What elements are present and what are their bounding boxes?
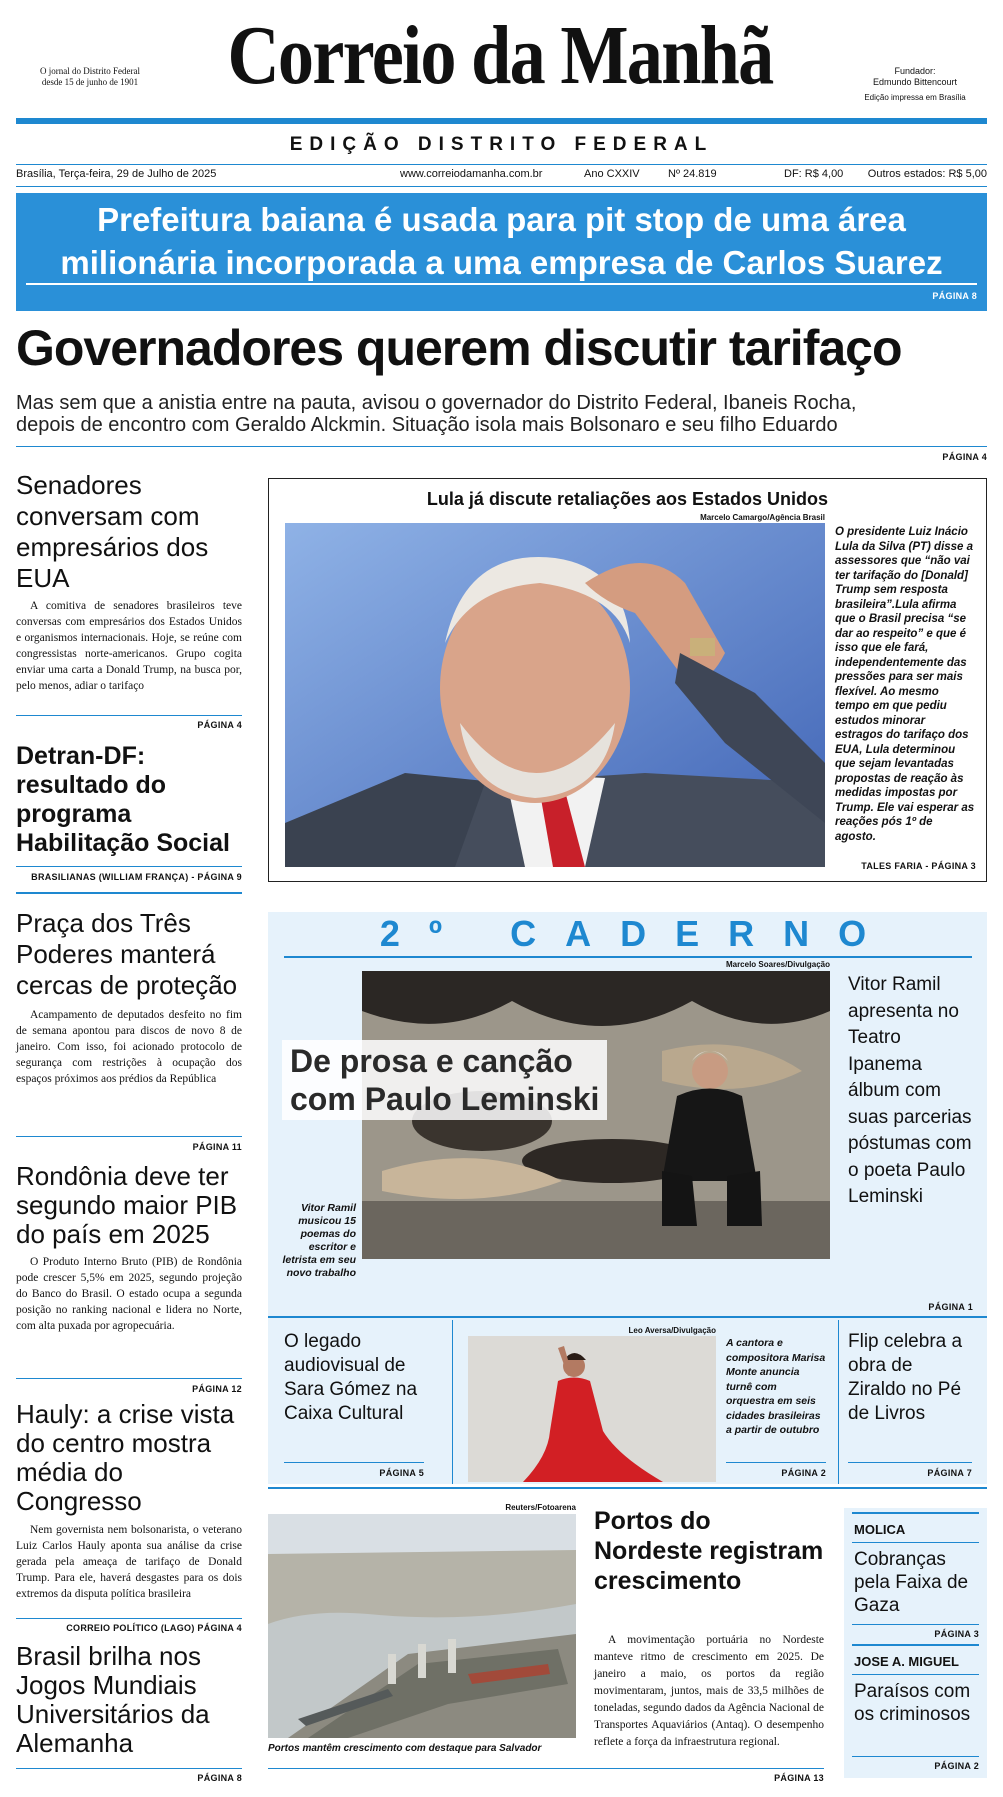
lead-subhead — [16, 392, 987, 436]
left-story-4[interactable] — [16, 1162, 242, 1334]
lula-feature-box[interactable] — [268, 478, 987, 882]
photo-credit: Reuters/Fotoarena — [505, 1503, 576, 1512]
story-body: Acampamento de deputados desfeito no fim de semana apontou para discos de novo 8 de janeiro. Com isso, foi acionado protocolo de segurança com restrições à ocupação dos espaços próximos aos prédios da República — [16, 1009, 242, 1085]
divider — [852, 1512, 979, 1514]
masthead-right-note-line: Fundador: — [894, 66, 936, 76]
divider — [16, 186, 987, 187]
portos-headline[interactable]: Portos do Nordeste registram crescimento — [594, 1507, 824, 1595]
story-page-ref: PÁGINA 4 — [197, 720, 242, 730]
divider — [268, 1316, 987, 1318]
dateline-date: Brasília, Terça-feira, 29 de Julho de 2025 — [16, 168, 217, 180]
caderno-sub-page-ref: PÁGINA 7 — [927, 1468, 972, 1478]
column-page-ref: PÁGINA 2 — [934, 1761, 979, 1771]
divider — [848, 1462, 972, 1463]
caderno-sub-story[interactable]: Flip celebra a obra de Ziraldo no Pé de Livros — [848, 1331, 963, 1424]
story-headline: Hauly: a crise vista do centro mostra média do Congresso — [16, 1399, 235, 1516]
caderno-photo-caption: Vitor Ramil musicou 15 poemas do escritor e letrista em seu novo trabalho — [282, 1202, 356, 1279]
masthead-left-note-line: O jornal do Distrito Federal — [40, 66, 140, 76]
column-page-ref: PÁGINA 3 — [934, 1629, 979, 1639]
left-story-3[interactable] — [16, 908, 242, 1087]
lead-subhead-line: Mas sem que a anistia entre na pauta, avisou o governador do Distrito Federal, Ibaneis Rocha, — [16, 392, 857, 414]
caderno-title: 2º CADERNO — [379, 913, 896, 954]
masthead-right-note-line: Edmundo Bittencourt — [872, 77, 958, 87]
caderno-overlay-headline[interactable] — [282, 1040, 607, 1120]
divider — [852, 1624, 979, 1625]
caderno-side-text[interactable]: Vitor Ramil apresenta no Teatro Ipanema álbum com suas parcerias póstumas com o poeta Paulo Leminski — [848, 974, 972, 1207]
masthead-title: Correio da Manhã — [227, 9, 773, 102]
marisa-photo — [468, 1336, 716, 1482]
banner-page-ref: PÁGINA 8 — [932, 291, 977, 301]
column-title[interactable]: Cobranças pela Faixa de Gaza — [854, 1549, 969, 1616]
lead-headline[interactable]: Governadores querem discutir tarifaço — [16, 320, 902, 376]
portos-photo-caption: Portos mantêm crescimento com destaque para Salvador — [268, 1743, 542, 1754]
photo-credit: Marcelo Soares/Divulgação — [725, 960, 830, 969]
dateline-price-df: DF: R$ 4,00 — [784, 168, 844, 180]
edition-label: EDIÇÃO DISTRITO FEDERAL — [289, 134, 714, 155]
story-body: O Produto Interno Bruto (PIB) de Rondônia pode crescer 5,5% em 2025, segundo projeção do Banco do Brasil. O estado ocupa a segunda posição no ranking nacional e lidera no Norte, com alta puxada por agropecuária. — [16, 1256, 242, 1332]
dateline-price-other: Outros estados: R$ 5,00 — [867, 168, 987, 180]
lula-photo — [285, 523, 825, 867]
portos-body: A movimentação portuária no Nordeste manteve ritmo de crescimento em 2025. De janeiro a maio, os portos da região movimentaram, juntos, mais de 33,5 milhões de toneladas, segundo dados da Agência Nacional de Transportes Aquaviários (Antaq). O desempenho reflete a força da infraestrutura regional. — [594, 1634, 824, 1748]
column-author: JOSE A. MIGUEL — [854, 1654, 959, 1669]
divider — [284, 1462, 424, 1463]
banner-underline — [26, 283, 977, 285]
photo-credit: Leo Aversa/Divulgação — [628, 1326, 716, 1335]
divider — [852, 1644, 979, 1646]
divider — [16, 1618, 242, 1619]
divider — [852, 1542, 979, 1543]
story-page-ref: BRASILIANAS (WILLIAM FRANÇA) - PÁGINA 9 — [31, 872, 242, 882]
masthead-left-note — [20, 66, 160, 88]
divider — [16, 892, 242, 894]
masthead-right-note — [850, 66, 980, 103]
dateline-website[interactable]: www.correiodamanha.com.br — [400, 168, 543, 180]
lula-page-ref: TALES FARIA - PÁGINA 3 — [861, 861, 976, 871]
story-body: Nem governista nem bolsonarista, o veterano Luiz Carlos Hauly aponta sua análise da crise gerada pela ameaça de tarifaço de Donald Trump. Para ele, haverá desgastes para os dois extremos da disputa política brasileira — [16, 1524, 242, 1600]
divider — [16, 1768, 242, 1769]
divider — [16, 1136, 242, 1137]
left-story-5[interactable] — [16, 1400, 242, 1602]
divider — [268, 1768, 824, 1769]
vertical-divider — [838, 1320, 839, 1484]
portos-photo — [268, 1514, 576, 1738]
caderno-sub-story[interactable]: O legado audiovisual de Sara Gómez na Caixa Cultural — [284, 1331, 418, 1424]
top-banner[interactable] — [16, 193, 987, 311]
left-story-6[interactable] — [16, 1642, 242, 1758]
dateline — [16, 168, 987, 184]
divider — [16, 446, 987, 447]
masthead-rule — [16, 118, 987, 124]
story-headline: Rondônia deve ter segundo maior PIB do país em 2025 — [16, 1161, 238, 1249]
story-headline: Detran-DF: resultado do programa Habilitação Social — [16, 742, 230, 857]
lead-subhead-line: depois de encontro com Geraldo Alckmin. Situação isola mais Bolsonaro e seu filho Eduardo — [16, 414, 838, 436]
divider — [284, 956, 972, 958]
divider — [16, 866, 242, 867]
overlay-line: com Paulo Leminski — [290, 1081, 600, 1117]
story-page-ref: CORREIO POLÍTICO (LAGO) PÁGINA 4 — [66, 1623, 242, 1633]
divider — [16, 1378, 242, 1379]
banner-headline-line: milionária incorporada a uma empresa de Carlos Suarez — [60, 244, 943, 281]
dateline-number: Nº 24.819 — [668, 168, 717, 180]
story-headline: Brasil brilha nos Jogos Mundiais Universitários da Alemanha — [16, 1641, 210, 1758]
caderno-sub-page-ref: PÁGINA 5 — [379, 1468, 424, 1478]
divider — [852, 1674, 979, 1675]
dateline-year: Ano CXXIV — [584, 168, 640, 180]
photo-credit: Marcelo Camargo/Agência Brasil — [700, 513, 825, 522]
story-page-ref: PÁGINA 8 — [197, 1773, 242, 1783]
story-page-ref: PÁGINA 12 — [192, 1384, 242, 1394]
masthead-left-note-line: desde 15 de junho de 1901 — [41, 77, 139, 87]
caderno-sub-page-ref: PÁGINA 2 — [781, 1468, 826, 1478]
masthead-right-note-line: Edição impressa em Brasília — [864, 93, 966, 102]
story-body: A comitiva de senadores brasileiros teve conversas com empresários dos Estados Unidos e organismos internacionais. Hoje, se reúne com congressistas norte-americanos. Grupo cogita enviar uma carta a Donald Trump, na busca por, pelo menos, adiar o tarifaço — [16, 600, 242, 692]
lula-caption: O presidente Luiz Inácio Lula da Silva (PT) disse a assessores que “não vai ter tarifação do [Donald] Trump sem resposta brasileira”.Lula afirma que o Brasil precisa “se dar ao respeito” e que é isso que ele fará, independentemente das pressões para ser mais flexível. Ao mesmo tempo em que pediu estudos minorar estragos do tarifaço dos EUA, Lula determinou que sejam levantadas propostas de reação às medidas impostas por Trump. Ele vai esperar as reações pós 1º de agosto. — [835, 526, 975, 843]
banner-headline-line: Prefeitura baiana é usada para pit stop de uma área — [97, 201, 906, 238]
story-page-ref: PÁGINA 11 — [192, 1142, 242, 1152]
story-headline: Praça dos Três Poderes manterá cercas de proteção — [16, 908, 238, 1000]
divider — [268, 1487, 987, 1489]
caderno-page-ref: PÁGINA 1 — [928, 1302, 973, 1312]
caderno-section — [268, 912, 987, 1484]
divider — [852, 1756, 979, 1757]
divider — [16, 715, 242, 716]
vertical-divider — [452, 1320, 453, 1484]
column-title[interactable]: Paraísos com os criminosos — [854, 1681, 971, 1725]
story-headline: Senadores conversam com empresários dos EUA — [16, 470, 209, 593]
overlay-line: De prosa e canção — [290, 1043, 573, 1079]
column-author: MOLICA — [854, 1522, 906, 1537]
divider — [16, 164, 987, 165]
marisa-caption: A cantora e compositora Marisa Monte anuncia turnê com orquestra em seis cidades brasileiras a partir de outubro — [726, 1337, 826, 1436]
divider — [726, 1462, 826, 1463]
left-story-1[interactable] — [16, 470, 242, 694]
columns-box — [844, 1508, 987, 1778]
lead-page-ref: PÁGINA 4 — [942, 452, 987, 462]
left-story-2[interactable] — [16, 742, 242, 858]
portos-page-ref: PÁGINA 13 — [774, 1773, 824, 1783]
lula-feature-title: Lula já discute retaliações aos Estados Unidos — [426, 489, 829, 509]
